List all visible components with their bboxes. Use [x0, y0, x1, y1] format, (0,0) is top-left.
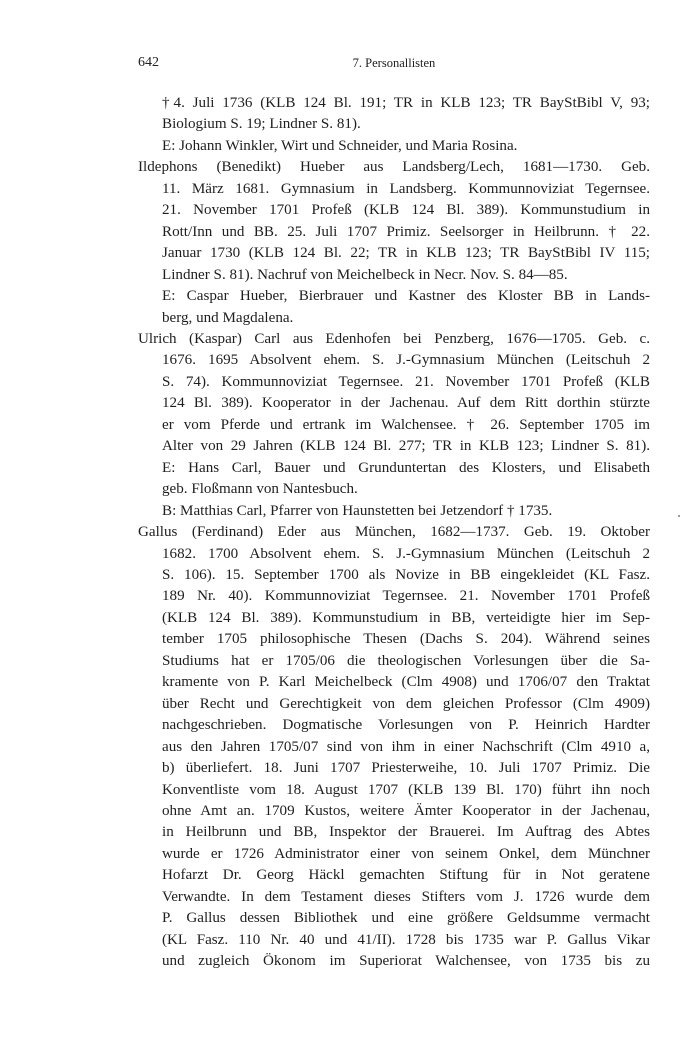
text-line: 189 Nr. 40). Kommunnoviziat Tegernsee. 21. November 1701 Profeß: [162, 588, 650, 605]
stray-mark: [678, 515, 680, 517]
body-text: [138, 93, 650, 973]
text-line: 11. März 1681. Gymnasium in Landsberg. Kommunnoviziat Tegernsee.: [162, 180, 650, 197]
text-line: 1676. 1695 Absolvent ehem. S. J.-Gymnasium München (Leitschuh 2: [162, 352, 650, 369]
text-line: Januar 1730 (KLB 124 Bl. 22; TR in KLB 123; TR BayStBibl IV 115;: [162, 245, 650, 262]
text-line: 1682. 1700 Absolvent ehem. S. J.-Gymnasium München (Leitschuh 2: [162, 545, 650, 562]
text-line: Alter von 29 Jahren (KLB 124 Bl. 277; TR in KLB 123; Lindner S. 81).: [162, 438, 650, 455]
text-line: Ulrich (Kaspar) Carl aus Edenhofen bei Penzberg, 1676—1705. Geb. c.: [138, 330, 650, 347]
text-line: †4. Juli 1736 (KLB 124 Bl. 191; TR in KLB 123; TR BayStBibl V, 93;: [162, 95, 650, 111]
text-line: Studiums hat er 1705/06 die theologischen Vorlesungen über die Sa-: [162, 652, 650, 669]
text-line: er vom Pferde und ertrank im Walchensee. † 26. September 1705 im: [162, 416, 650, 433]
text-line: S. 74). Kommunnoviziat Tegernsee. 21. November 1701 Profeß (KLB: [162, 373, 650, 390]
text-line: E: Hans Carl, Bauer und Grunduntertan des Klosters, und Elisabeth: [162, 459, 650, 476]
text-line: (KL Fasz. 110 Nr. 40 und 41/II). 1728 bis 1735 war P. Gallus Vikar: [162, 931, 650, 948]
text-line: tember 1705 philosophische Thesen (Dachs S. 204). Während seines: [162, 631, 650, 648]
text-line: geb. Floßmann von Nantesbuch.: [162, 481, 358, 498]
text-line: Lindner S. 81). Nachruf von Meichelbeck in Necr. Nov. S. 84—85.: [162, 266, 568, 283]
text-line: Verwandte. In dem Testament dieses Stifters vom J. 1726 wurde dem: [162, 888, 650, 905]
text-line: Ildephons (Benedikt) Hueber aus Landsberg/Lech, 1681—1730. Geb.: [138, 159, 650, 176]
page-number: 642: [138, 55, 159, 70]
text-line: 21. November 1701 Profeß (KLB 124 Bl. 389). Kommunstudium in: [162, 202, 650, 219]
document-page: [138, 55, 650, 973]
running-head: [138, 55, 650, 75]
text-line: E: Caspar Hueber, Bierbrauer und Kastner des Kloster BB in Lands-: [162, 288, 650, 305]
text-line: berg, und Magdalena.: [162, 309, 294, 326]
text-line: P. Gallus dessen Bibliothek und eine größere Geldsumme vermacht: [162, 910, 650, 927]
text-line: wurde er 1726 Administrator einer von seinem Onkel, dem Münchner: [162, 845, 650, 862]
text-line: ohne Amt an. 1709 Kustos, weitere Ämter Kooperator in der Jachenau,: [162, 802, 650, 819]
text-line: b) überliefert. 18. Juni 1707 Priesterweihe, 10. Juli 1707 Primiz. Die: [162, 760, 650, 777]
text-line: kramente von P. Karl Meichelbeck (Clm 4908) und 1706/07 den Traktat: [162, 674, 650, 691]
text-line: über Recht und Gerechtigkeit von dem gleichen Professor (Clm 4909): [162, 695, 650, 712]
text-line: Hofarzt Dr. Georg Häckl gemachten Stiftung für in Not geratene: [162, 867, 650, 884]
text-line: B: Matthias Carl, Pfarrer von Haunstetten bei Jetzendorf † 1735.: [162, 502, 553, 519]
text-line: 124 Bl. 389). Kooperator in der Jachenau. Auf dem Ritt dorthin stürzte: [162, 395, 650, 412]
text-line: Biologium S. 19; Lindner S. 81).: [162, 116, 361, 133]
text-line: Gallus (Ferdinand) Eder aus München, 1682—1737. Geb. 19. Oktober: [138, 524, 650, 541]
chapter-title: 7. Personallisten: [352, 56, 436, 70]
text-line: (KLB 124 Bl. 389). Kommunstudium in BB, verteidigte hier im Sep-: [162, 609, 650, 626]
text-line: S. 106). 15. September 1700 als Novize in BB eingekleidet (KL Fasz.: [162, 566, 650, 583]
text-line: E: Johann Winkler, Wirt und Schneider, und Maria Rosina.: [162, 137, 518, 154]
text-line: in Heilbrunn und BB, Inspektor der Brauerei. Im Auftrag des Abtes: [162, 824, 650, 841]
text-line: nachgeschrieben. Dogmatische Vorlesungen von P. Heinrich Hardter: [162, 717, 650, 734]
text-line: und zugleich Ökonom im Superiorat Walchensee, von 1735 bis zu: [162, 953, 650, 970]
text-line: aus den Jahren 1705/07 sind von ihm in einer Nachschrift (Clm 4910 a,: [162, 738, 650, 755]
text-line: Rott/Inn und BB. 25. Juli 1707 Primiz. Seelsorger in Heilbrunn. † 22.: [162, 223, 650, 240]
text-line: Konventliste vom 18. August 1707 (KLB 139 Bl. 170) führt ihn noch: [162, 781, 650, 798]
